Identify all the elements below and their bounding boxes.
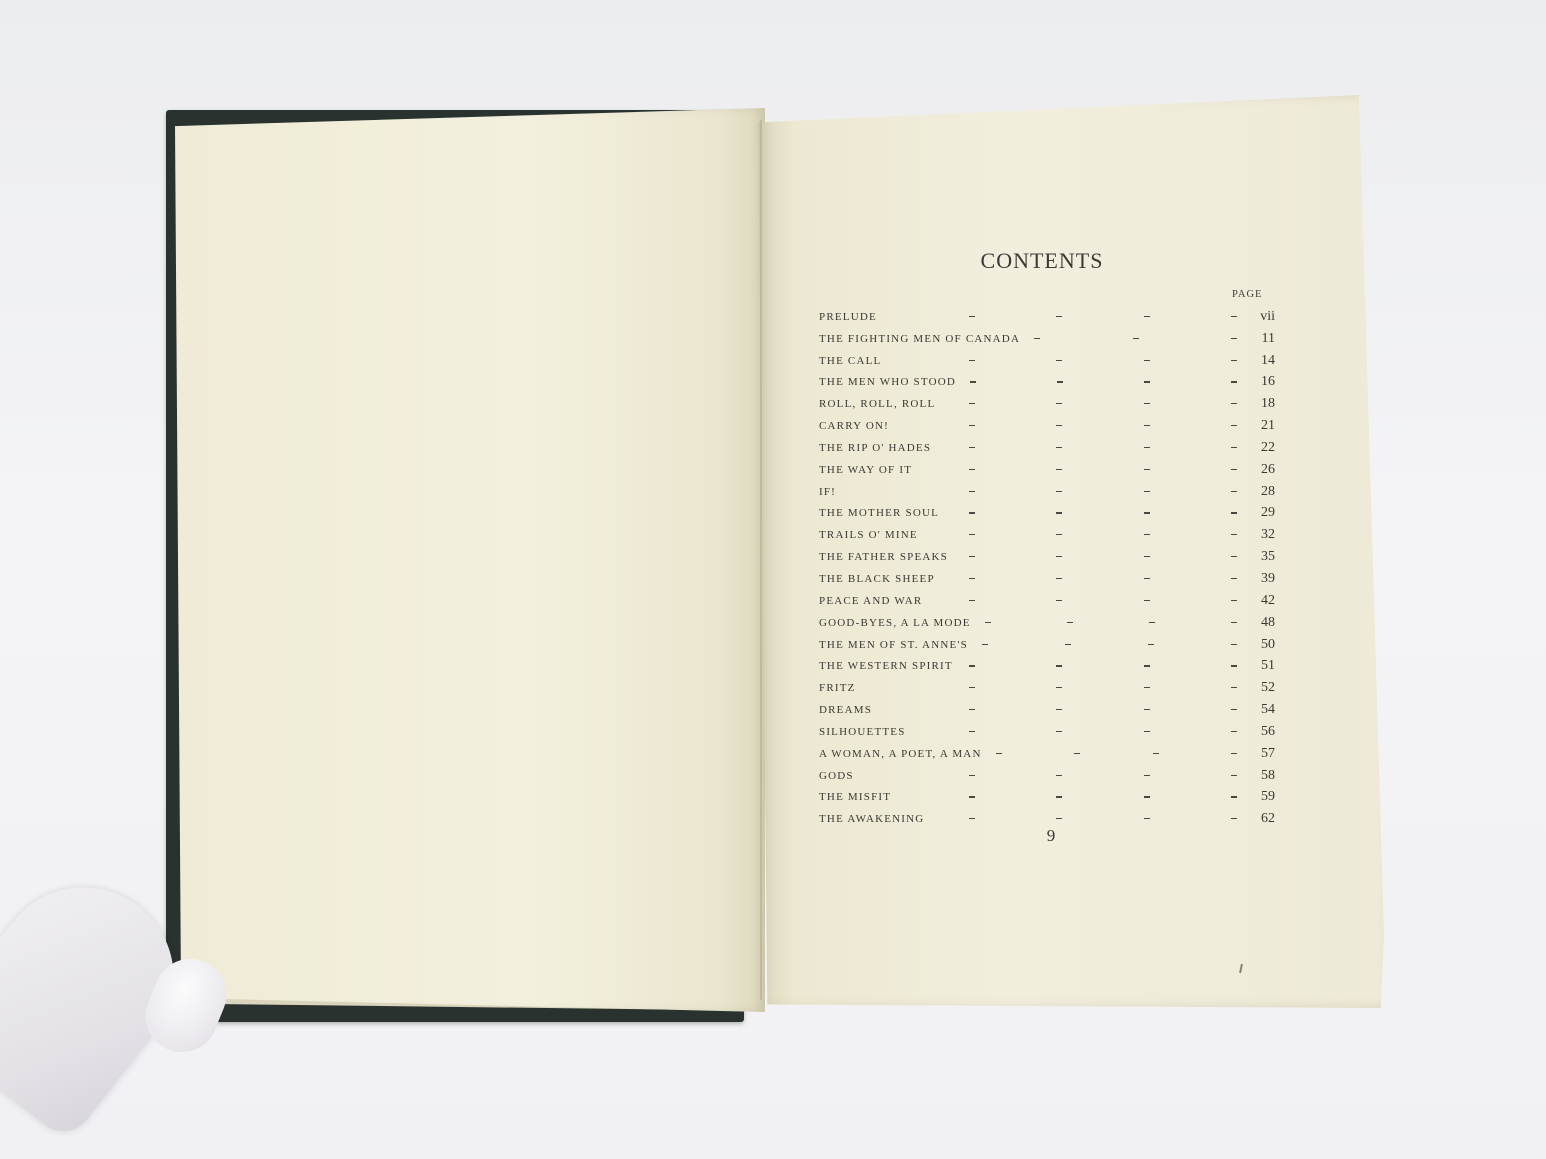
leader-dash xyxy=(1144,469,1150,470)
leader-dashes xyxy=(969,462,1237,476)
leader-dash xyxy=(1231,491,1237,492)
page-column-label: PAGE xyxy=(1232,289,1263,300)
contents-entry xyxy=(819,391,1279,413)
leader-dash xyxy=(1144,600,1150,601)
entry-page-number: 48 xyxy=(1261,614,1275,630)
leader-dash xyxy=(1144,731,1150,732)
leader-dash xyxy=(969,687,975,688)
entry-title: DREAMS xyxy=(819,704,873,717)
leader-dash xyxy=(1056,556,1062,557)
leader-dash xyxy=(1231,731,1237,732)
leader-dashes xyxy=(969,724,1237,738)
leader-dash xyxy=(1056,775,1062,776)
leader-dash xyxy=(969,425,975,426)
leader-dash xyxy=(1144,578,1150,579)
leader-dash xyxy=(1144,512,1150,513)
leader-dash xyxy=(982,644,988,645)
book-gutter xyxy=(760,120,762,1000)
entry-page-number: 16 xyxy=(1261,374,1275,390)
leader-dash xyxy=(969,796,975,797)
leader-dashes xyxy=(969,593,1237,607)
leader-dashes xyxy=(985,615,1237,629)
entry-title: A WOMAN, A POET, A MAN xyxy=(819,747,982,760)
entry-title: ROLL, ROLL, ROLL xyxy=(819,398,936,411)
contents-entry xyxy=(819,763,1279,785)
leader-dashes xyxy=(996,746,1237,760)
leader-dash xyxy=(1144,796,1150,797)
leader-dash xyxy=(985,622,991,623)
leader-dash xyxy=(969,469,975,470)
entry-page-number: 21 xyxy=(1261,418,1275,434)
entry-title: THE MISFIT xyxy=(819,791,892,804)
leader-dash xyxy=(1056,425,1062,426)
entry-title: THE CALL xyxy=(819,354,882,367)
leader-dash xyxy=(1231,622,1237,623)
entry-page-number: 42 xyxy=(1261,592,1275,608)
leader-dash xyxy=(1144,818,1150,819)
entry-page-number: 22 xyxy=(1261,439,1275,455)
contents-entry xyxy=(819,654,1279,676)
leader-dash xyxy=(1231,316,1237,317)
entry-title: THE AWAKENING xyxy=(819,813,925,826)
contents-entry xyxy=(819,610,1279,632)
leader-dash xyxy=(969,578,975,579)
leader-dash xyxy=(1056,360,1062,361)
leader-dash xyxy=(1231,709,1237,710)
entry-title: THE MEN WHO STOOD xyxy=(819,376,957,389)
page-number: 9 xyxy=(1046,826,1056,845)
leader-dash xyxy=(1056,731,1062,732)
leader-dash xyxy=(1056,512,1062,513)
leader-dash xyxy=(1144,556,1150,557)
entry-title: PEACE AND WAR xyxy=(819,594,923,607)
leader-dash xyxy=(1144,316,1150,317)
leader-dash xyxy=(969,403,975,404)
entry-title: THE FIGHTING MEN OF CANADA xyxy=(819,332,1021,345)
leader-dash xyxy=(1056,687,1062,688)
leader-dashes xyxy=(969,658,1237,672)
leader-dash xyxy=(969,600,975,601)
contents-entry xyxy=(819,719,1279,741)
contents-entry xyxy=(819,501,1279,523)
leader-dash xyxy=(1231,818,1237,819)
entry-page-number: 56 xyxy=(1261,723,1275,739)
contents-entry xyxy=(819,588,1279,610)
entry-title: PRELUDE xyxy=(819,310,877,323)
leader-dash xyxy=(1231,644,1237,645)
entry-title: THE FATHER SPEAKS xyxy=(819,551,948,564)
left-blank-page xyxy=(175,108,765,1012)
leader-dash xyxy=(970,381,976,382)
contents-entry xyxy=(819,457,1279,479)
leader-dash xyxy=(996,753,1002,754)
leader-dash xyxy=(1144,491,1150,492)
leader-dash xyxy=(1144,360,1150,361)
entry-page-number: 35 xyxy=(1261,549,1275,565)
contents-list xyxy=(819,304,1279,828)
leader-dash xyxy=(1231,753,1237,754)
entry-page-number: 59 xyxy=(1261,789,1275,805)
entry-page-number: 51 xyxy=(1261,658,1275,674)
leader-dash xyxy=(969,818,975,819)
entry-title: CARRY ON! xyxy=(819,420,889,433)
contents-entry xyxy=(819,632,1279,654)
entry-page-number: 26 xyxy=(1261,461,1275,477)
entry-title: GODS xyxy=(819,769,854,782)
leader-dash xyxy=(1231,512,1237,513)
leader-dash xyxy=(969,491,975,492)
leader-dash xyxy=(1133,338,1139,339)
leader-dash xyxy=(969,709,975,710)
leader-dash xyxy=(1144,425,1150,426)
entry-page-number: 11 xyxy=(1261,330,1275,346)
leader-dash xyxy=(1144,534,1150,535)
leader-dash xyxy=(1144,709,1150,710)
leader-dashes xyxy=(969,789,1237,803)
leader-dashes xyxy=(969,505,1237,519)
leader-dash xyxy=(969,556,975,557)
entry-title: GOOD-BYES, A LA MODE xyxy=(819,616,971,629)
contents-entry xyxy=(819,413,1279,435)
leader-dash xyxy=(1074,753,1080,754)
leader-dash xyxy=(1056,796,1062,797)
leader-dashes xyxy=(1034,331,1237,345)
leader-dash xyxy=(1144,687,1150,688)
contents-entry xyxy=(819,785,1279,807)
entry-title: TRAILS O' MINE xyxy=(819,529,918,542)
contents-entry xyxy=(819,697,1279,719)
entry-page-number: 29 xyxy=(1261,505,1275,521)
entry-title: THE MEN OF ST. ANNE'S xyxy=(819,638,968,651)
leader-dash xyxy=(1231,338,1237,339)
leader-dashes xyxy=(969,549,1237,563)
entry-page-number: 58 xyxy=(1261,767,1275,783)
entry-title: FRITZ xyxy=(819,682,856,695)
leader-dashes xyxy=(969,680,1237,694)
leader-dash xyxy=(969,665,975,666)
leader-dash xyxy=(969,534,975,535)
leader-dashes xyxy=(969,527,1237,541)
entry-page-number: 54 xyxy=(1261,702,1275,718)
leader-dash xyxy=(1231,425,1237,426)
leader-dashes xyxy=(969,768,1237,782)
leader-dash xyxy=(969,775,975,776)
leader-dash xyxy=(1144,665,1150,666)
leader-dash xyxy=(969,731,975,732)
entry-page-number: 52 xyxy=(1261,680,1275,696)
contents-entry xyxy=(819,522,1279,544)
leader-dash xyxy=(969,316,975,317)
entry-title: THE WESTERN SPIRIT xyxy=(819,660,953,673)
leader-dashes xyxy=(969,440,1237,454)
contents-entry xyxy=(819,544,1279,566)
leader-dash xyxy=(1034,338,1040,339)
leader-dash xyxy=(1231,578,1237,579)
leader-dash xyxy=(1231,775,1237,776)
contents-entry xyxy=(819,675,1279,697)
contents-entry xyxy=(819,741,1279,763)
entry-page-number: 14 xyxy=(1261,352,1275,368)
leader-dash xyxy=(1056,403,1062,404)
leader-dashes xyxy=(969,484,1237,498)
leader-dash xyxy=(1056,665,1062,666)
leader-dash xyxy=(1231,665,1237,666)
leader-dash xyxy=(1231,796,1237,797)
entry-page-number: 62 xyxy=(1261,811,1275,827)
entry-title: SILHOUETTES xyxy=(819,725,906,738)
leader-dash xyxy=(1056,534,1062,535)
leader-dash xyxy=(1144,381,1150,382)
leader-dash xyxy=(1153,753,1159,754)
entry-title: THE MOTHER SOUL xyxy=(819,507,940,520)
leader-dash xyxy=(1231,381,1237,382)
entry-title: THE BLACK SHEEP xyxy=(819,572,935,585)
leader-dash xyxy=(1056,491,1062,492)
leader-dash xyxy=(1144,403,1150,404)
leader-dashes xyxy=(969,811,1237,825)
leader-dashes xyxy=(969,309,1237,323)
leader-dashes xyxy=(969,702,1237,716)
contents-heading: CONTENTS xyxy=(980,248,1104,273)
leader-dash xyxy=(1056,578,1062,579)
contents-entry xyxy=(819,326,1279,348)
entry-title: THE WAY OF IT xyxy=(819,463,913,476)
leader-dash xyxy=(969,512,975,513)
entry-page-number: 28 xyxy=(1261,483,1275,499)
contents-entry xyxy=(819,348,1279,370)
leader-dash xyxy=(1231,556,1237,557)
leader-dashes xyxy=(969,396,1237,410)
leader-dash xyxy=(1149,622,1155,623)
leader-dash xyxy=(1057,381,1063,382)
leader-dash xyxy=(1144,447,1150,448)
entry-page-number: 18 xyxy=(1261,396,1275,412)
contents-entry xyxy=(819,806,1279,828)
leader-dash xyxy=(1067,622,1073,623)
leader-dash xyxy=(1056,709,1062,710)
entry-page-number: 32 xyxy=(1261,527,1275,543)
leader-dashes xyxy=(969,353,1237,367)
leader-dash xyxy=(1231,687,1237,688)
leader-dash xyxy=(1231,600,1237,601)
contents-entry xyxy=(819,479,1279,501)
leader-dash xyxy=(969,447,975,448)
leader-dash xyxy=(1056,818,1062,819)
leader-dash xyxy=(1148,644,1154,645)
entry-page-number: 50 xyxy=(1261,636,1275,652)
leader-dash xyxy=(969,360,975,361)
leader-dash xyxy=(1231,534,1237,535)
leader-dashes xyxy=(969,418,1237,432)
leader-dash xyxy=(1231,469,1237,470)
leader-dash xyxy=(1056,469,1062,470)
leader-dash xyxy=(1144,775,1150,776)
leader-dash xyxy=(1056,316,1062,317)
leader-dash xyxy=(1056,600,1062,601)
leader-dashes xyxy=(982,637,1237,651)
entry-page-number: 39 xyxy=(1261,570,1275,586)
contents-entry xyxy=(819,435,1279,457)
entry-page-number: vii xyxy=(1260,308,1275,324)
leader-dash xyxy=(1056,447,1062,448)
contents-entry xyxy=(819,370,1279,392)
entry-title: THE RIP O' HADES xyxy=(819,441,932,454)
leader-dash xyxy=(1231,403,1237,404)
entry-page-number: 57 xyxy=(1261,745,1275,761)
leader-dash xyxy=(1231,360,1237,361)
contents-entry xyxy=(819,566,1279,588)
leader-dashes xyxy=(969,571,1237,585)
leader-dash xyxy=(1231,447,1237,448)
contents-entry xyxy=(819,304,1279,326)
entry-title: IF! xyxy=(819,485,837,498)
leader-dash xyxy=(1065,644,1071,645)
leader-dashes xyxy=(970,374,1237,388)
